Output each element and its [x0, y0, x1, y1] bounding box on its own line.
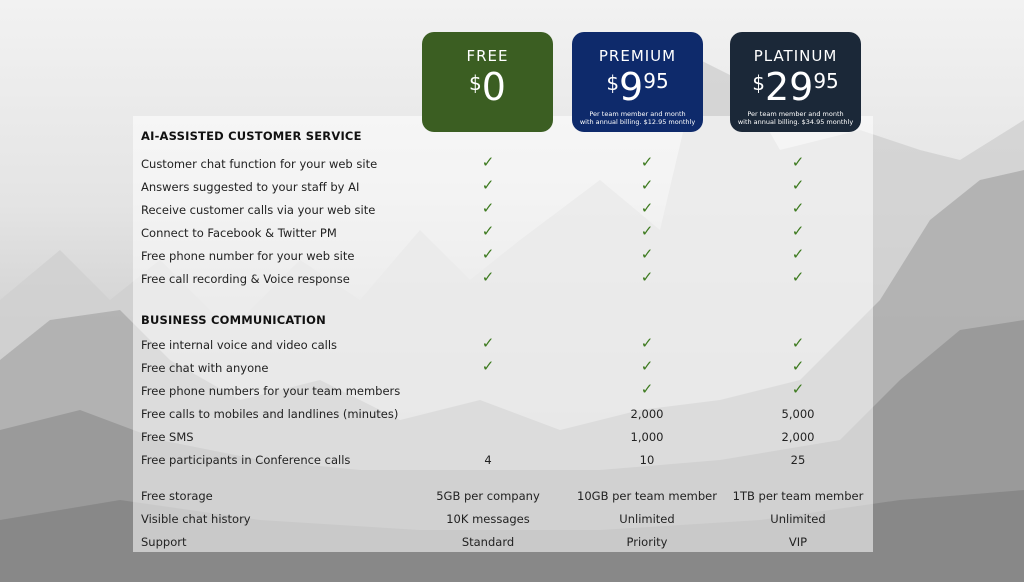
- price-cents: 95: [643, 69, 669, 93]
- table-row: [141, 153, 871, 177]
- table-row: [141, 407, 871, 427]
- feature-label: Free calls to mobiles and landlines (minutes): [141, 407, 399, 421]
- plan-name: FREE: [466, 47, 509, 65]
- premium-cell: 1,000: [630, 430, 664, 444]
- premium-cell: Unlimited: [619, 512, 675, 526]
- plan-card-platinum[interactable]: [730, 32, 861, 132]
- feature-label: Free SMS: [141, 430, 194, 444]
- check-icon: ✓: [791, 357, 805, 375]
- premium-cell: [572, 334, 722, 352]
- feature-label: Free participants in Conference calls: [141, 453, 351, 467]
- check-icon: ✓: [640, 153, 654, 171]
- free-cell: [413, 245, 563, 263]
- platinum-cell: [723, 176, 873, 194]
- plan-note-line2: with annual billing. $34.95 monthly: [737, 118, 854, 126]
- table-row: [141, 334, 871, 358]
- check-icon: ✓: [791, 268, 805, 286]
- check-icon: ✓: [791, 153, 805, 171]
- free-cell: 10K messages: [446, 512, 530, 526]
- plan-card-free[interactable]: [422, 32, 553, 132]
- premium-cell: 10: [639, 453, 655, 467]
- check-icon: ✓: [481, 222, 495, 240]
- platinum-cell: [723, 334, 873, 352]
- check-icon: ✓: [640, 245, 654, 263]
- feature-label: Free phone numbers for your team members: [141, 384, 401, 398]
- free-cell: [413, 268, 563, 286]
- check-icon: ✓: [791, 334, 805, 352]
- feature-label: Connect to Facebook & Twitter PM: [141, 226, 337, 240]
- platinum-cell: 5,000: [781, 407, 815, 421]
- platinum-cell: 1TB per team member: [732, 489, 864, 503]
- premium-cell: [572, 245, 722, 263]
- feature-label: Free call recording & Voice response: [141, 272, 350, 286]
- check-icon: ✓: [791, 199, 805, 217]
- price-currency: $: [752, 71, 765, 95]
- check-icon: ✓: [791, 176, 805, 194]
- check-icon: ✓: [481, 268, 495, 286]
- free-cell: [413, 357, 563, 375]
- plan-billing-note: [730, 110, 861, 126]
- premium-cell: [572, 380, 722, 398]
- price-amount: 9: [619, 65, 644, 109]
- plan-billing-note: [572, 110, 703, 126]
- table-row: [141, 268, 871, 292]
- feature-label: Free chat with anyone: [141, 361, 269, 375]
- plan-card-premium[interactable]: [572, 32, 703, 132]
- check-icon: ✓: [640, 380, 654, 398]
- price-amount: 29: [764, 65, 814, 109]
- check-icon: ✓: [640, 176, 654, 194]
- plan-name: PREMIUM: [598, 47, 677, 65]
- free-cell: [413, 153, 563, 171]
- platinum-cell: [723, 153, 873, 171]
- table-row: [141, 176, 871, 200]
- table-row: [141, 489, 871, 509]
- premium-cell: [572, 153, 722, 171]
- platinum-cell: VIP: [788, 535, 808, 549]
- free-cell: [413, 176, 563, 194]
- check-icon: ✓: [640, 357, 654, 375]
- platinum-cell: [723, 199, 873, 217]
- check-icon: ✓: [640, 199, 654, 217]
- check-icon: ✓: [791, 380, 805, 398]
- table-row: [141, 453, 871, 473]
- check-icon: ✓: [791, 245, 805, 263]
- premium-cell: Priority: [626, 535, 668, 549]
- feature-label: Receive customer calls via your web site: [141, 203, 376, 217]
- premium-cell: [572, 222, 722, 240]
- free-cell: [413, 222, 563, 240]
- check-icon: ✓: [481, 176, 495, 194]
- free-cell: [413, 199, 563, 217]
- platinum-cell: [723, 268, 873, 286]
- platinum-cell: 25: [790, 453, 806, 467]
- price-cents: 95: [813, 69, 839, 93]
- plan-price: [572, 65, 703, 109]
- feature-label: Free phone number for your web site: [141, 249, 355, 263]
- premium-cell: [572, 199, 722, 217]
- platinum-cell: 2,000: [781, 430, 815, 444]
- premium-cell: [572, 268, 722, 286]
- premium-cell: 10GB per team member: [577, 489, 717, 503]
- feature-label: Free storage: [141, 489, 213, 503]
- check-icon: ✓: [481, 334, 495, 352]
- price-currency: $: [606, 71, 620, 95]
- table-row: [141, 245, 871, 269]
- plan-note-line2: with annual billing. $12.95 monthly: [579, 118, 696, 126]
- plan-name: PLATINUM: [753, 47, 838, 65]
- plan-price: [422, 65, 553, 109]
- premium-cell: 2,000: [630, 407, 664, 421]
- platinum-cell: [723, 380, 873, 398]
- premium-cell: [572, 357, 722, 375]
- platinum-cell: [723, 245, 873, 263]
- feature-label: Free internal voice and video calls: [141, 338, 338, 352]
- check-icon: ✓: [481, 357, 495, 375]
- free-cell: 4: [484, 453, 492, 467]
- plan-note-line1: Per team member and month: [747, 110, 844, 118]
- section-title-business-communication: BUSINESS COMMUNICATION: [141, 313, 326, 327]
- platinum-cell: [723, 357, 873, 375]
- free-cell: [413, 334, 563, 352]
- feature-label: Customer chat function for your web site: [141, 157, 378, 171]
- premium-cell: [572, 176, 722, 194]
- feature-label: Support: [141, 535, 187, 549]
- platinum-cell: Unlimited: [770, 512, 826, 526]
- platinum-cell: [723, 222, 873, 240]
- plan-price: [730, 65, 861, 109]
- feature-label: Visible chat history: [141, 512, 251, 526]
- table-row: [141, 199, 871, 223]
- check-icon: ✓: [481, 153, 495, 171]
- check-icon: ✓: [481, 199, 495, 217]
- table-row: [141, 430, 871, 450]
- table-row: [141, 222, 871, 246]
- feature-label: Answers suggested to your staff by AI: [141, 180, 360, 194]
- table-row: [141, 380, 871, 404]
- free-cell: 5GB per company: [436, 489, 540, 503]
- check-icon: ✓: [640, 334, 654, 352]
- table-row: [141, 535, 871, 555]
- price-amount: 0: [481, 65, 506, 109]
- check-icon: ✓: [791, 222, 805, 240]
- table-row: [141, 357, 871, 381]
- section-title-customer-service: AI-ASSISTED CUSTOMER SERVICE: [141, 129, 362, 143]
- check-icon: ✓: [640, 222, 654, 240]
- free-cell: Standard: [461, 535, 515, 549]
- check-icon: ✓: [640, 268, 654, 286]
- check-icon: ✓: [481, 245, 495, 263]
- table-row: [141, 512, 871, 532]
- price-currency: $: [469, 71, 482, 95]
- plan-note-line1: Per team member and month: [589, 110, 686, 118]
